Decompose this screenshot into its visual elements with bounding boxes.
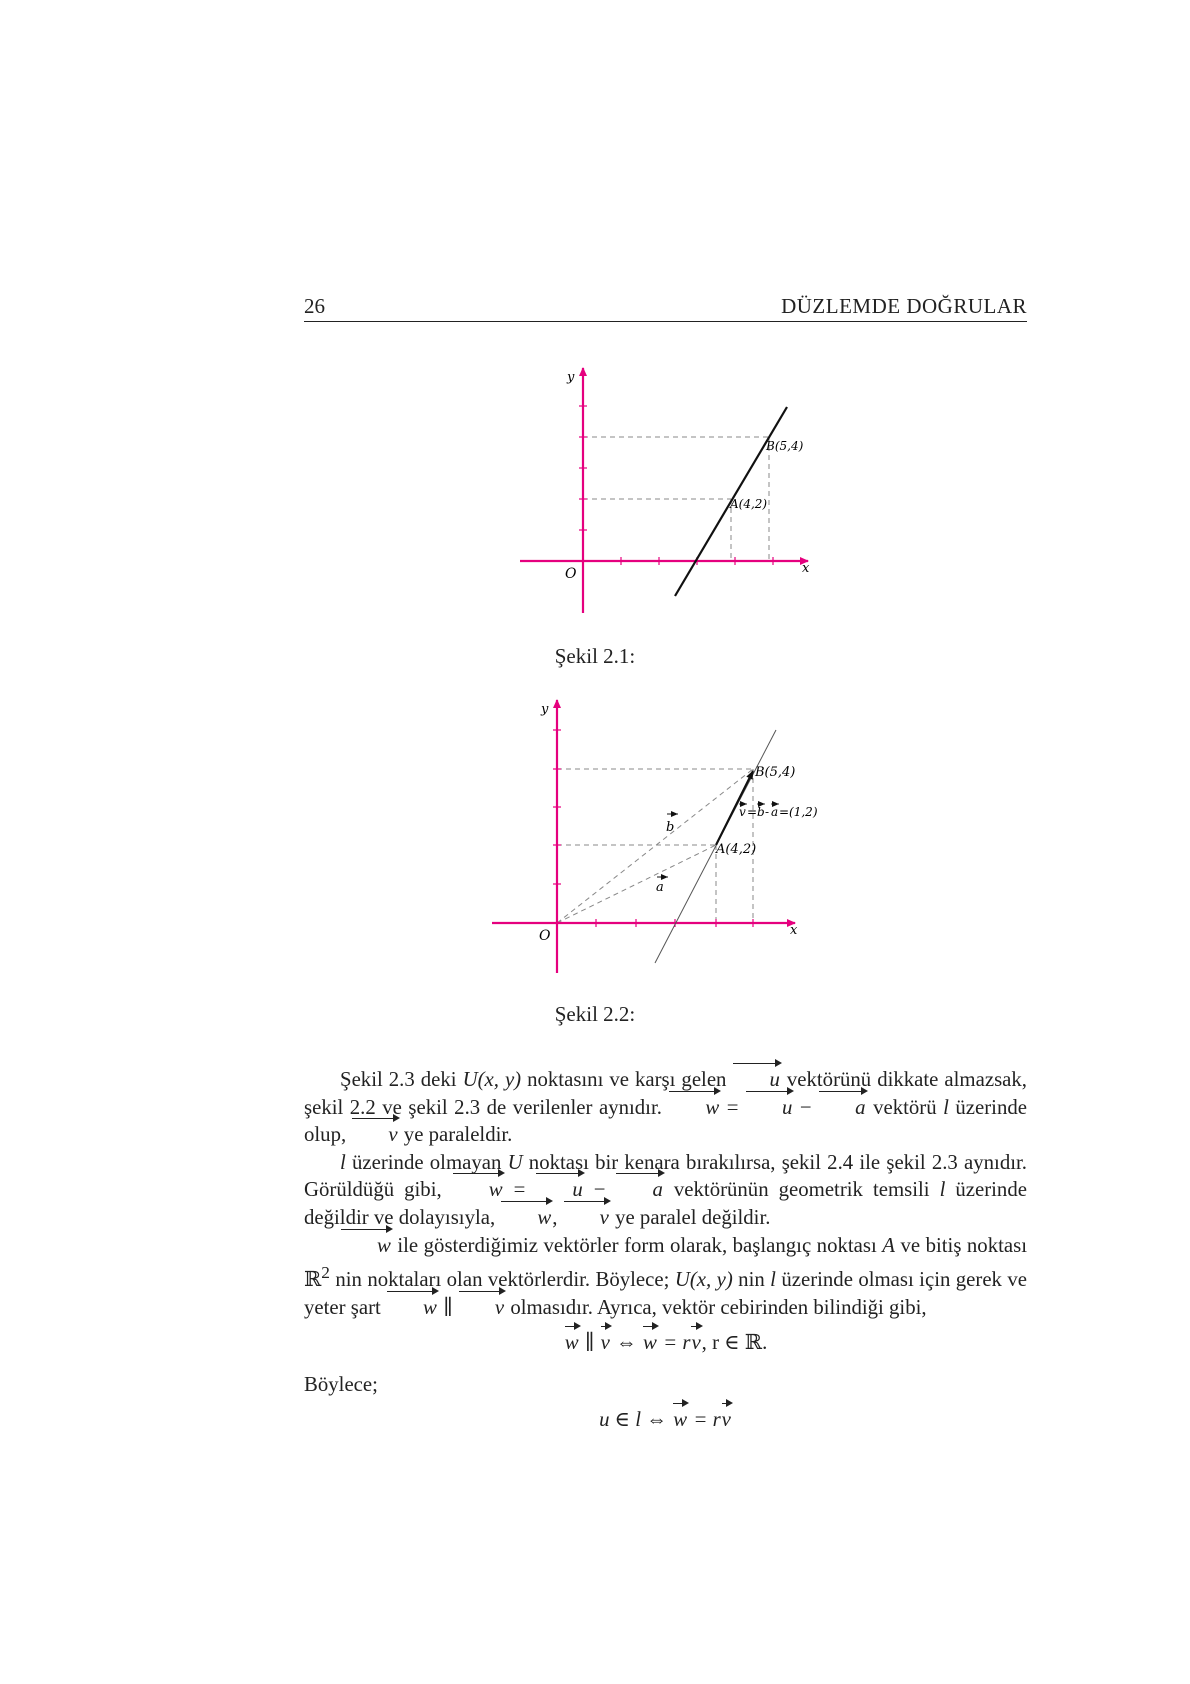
axis-label-x: x	[802, 561, 810, 576]
origin-label: O	[539, 928, 551, 944]
axis-label-y: y	[541, 702, 549, 717]
vector-a-label	[656, 877, 668, 895]
paragraph-3: w ile gösterdiğimiz vektörler form olarak, başlangıç noktası A ve bitiş noktası ℝ$^2$ nin noktaları olan vektörlerdir. Böylece; U(x, y) nin l üzerinde olması için gerek ve yeter şart w ∥ v olmasıdır. Ayrıca, vektör cebirinden bilindiği gibi,	[304, 1232, 1027, 1322]
axis-label-y: y	[567, 370, 575, 385]
body-text	[304, 1066, 1027, 1448]
svg-text:=(1,2): =(1,2)	[779, 805, 818, 819]
display-equation-1: w ∥ v ⇔ w = rv, r ∈ ℝ.	[304, 1329, 1027, 1357]
figure-2-2-caption: Şekil 2.2:	[554, 1002, 636, 1026]
point-b-label: B(5,4)	[755, 765, 796, 780]
display-equation-2: u ∈ l ⇔ w = rv	[304, 1406, 1027, 1434]
running-head: DÜZLEMDE DOĞRULAR	[781, 294, 1027, 318]
point-a-label: A(4,2)	[730, 497, 768, 511]
vector-b-label	[666, 814, 678, 835]
origin-label: O	[565, 566, 577, 582]
svg-text:a: a	[656, 880, 664, 895]
svg-text:-: -	[765, 805, 770, 819]
vector-v-label	[739, 804, 818, 819]
paragraph-1: Şekil 2.3 deki U(x, y) noktasını ve karşı gelen u vektörünü dikkate almazsak, şekil 2.2 ve şekil 2.3 de verilenler aynıdır. w = u − a vektörü l üzerinde olup, v ye paraleldir.	[304, 1066, 1027, 1149]
svg-text:a: a	[771, 805, 779, 819]
svg-text:b: b	[666, 820, 675, 835]
svg-text:v: v	[739, 805, 746, 819]
paragraph-2: l üzerinde olmayan U noktası bir kenara bırakılırsa, şekil 2.4 ile şekil 2.3 aynıdır. Görüldüğü gibi, w = u − a vektörünün geometrik temsili l üzerinde değildir ve dolayısıyla, w, v ye paralel değildir.	[304, 1149, 1027, 1232]
point-a-label: A(4,2)	[716, 842, 757, 857]
svg-text:b: b	[757, 805, 765, 819]
axis-ticks	[553, 730, 753, 927]
point-b-label: B(5,4)	[766, 439, 804, 453]
axis-label-x: x	[790, 923, 798, 938]
figure-2-1-caption: Şekil 2.1:	[554, 644, 636, 668]
page-number: 26	[304, 294, 325, 318]
boylece-line: Böylece;	[304, 1372, 378, 1396]
svg-text:=: =	[747, 805, 758, 819]
